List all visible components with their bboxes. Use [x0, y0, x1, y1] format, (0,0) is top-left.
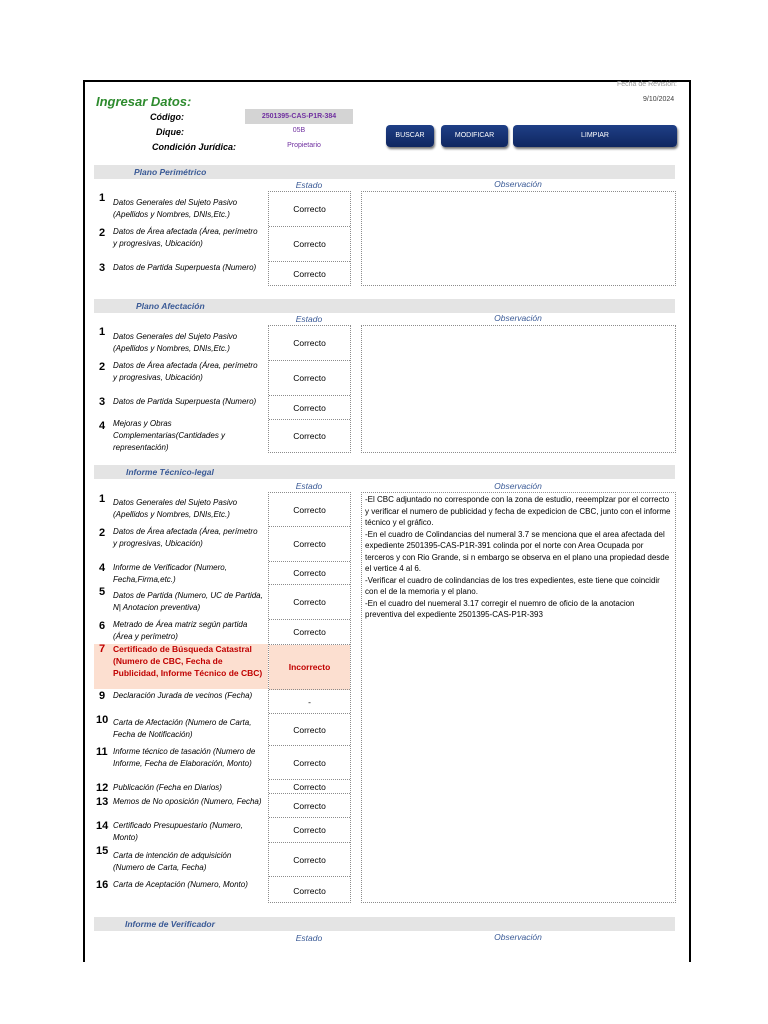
codigo-field[interactable]: 2501395-CAS-P1R-384	[245, 109, 353, 124]
row-label: Carta de Afectación (Numero de Carta, Fecha de Notificación)	[113, 718, 252, 739]
observacion-text	[362, 192, 675, 194]
section-title-informe-verificador: Informe de Verificador	[125, 919, 215, 929]
row-number: 11	[96, 746, 108, 758]
row-label: Publicación (Fecha en Diarios)	[113, 783, 222, 792]
row-label: Datos Generales del Sujeto Pasivo (Apellidos y Nombres, DNIs,Etc.)	[113, 198, 238, 219]
observacion-header: Observación	[494, 932, 542, 942]
estado-header: Estado	[295, 314, 323, 324]
estado-cell[interactable]: -	[269, 690, 350, 714]
dique-value[interactable]: 05B	[292, 127, 306, 134]
page-title: Ingresar Datos:	[96, 94, 192, 109]
estado-column	[268, 325, 351, 453]
estado-header: Estado	[295, 481, 323, 491]
estado-column	[268, 191, 351, 286]
row-label: Memos de No oposición (Numero, Fecha)	[113, 797, 262, 806]
row-number: 1	[99, 326, 106, 338]
observacion-box[interactable]	[361, 191, 676, 286]
row-label: Mejoras y Obras Complementarias(Cantidades y representación)	[113, 419, 226, 452]
estado-cell[interactable]: Correcto	[293, 885, 326, 896]
estado-header: Estado	[295, 933, 323, 943]
row-number: 12	[96, 782, 109, 794]
observacion-box[interactable]	[361, 325, 676, 453]
estado-cell[interactable]: Correcto	[293, 431, 326, 441]
condicion-label: Condición Jurídica:	[151, 142, 236, 152]
dique-label: Dique:	[156, 127, 184, 137]
row-label: Datos de Área afectada (Área, perímetro y progresivas, Ubicación)	[113, 361, 258, 382]
fecha-revision-value: 9/10/2024	[643, 96, 675, 103]
estado-cell[interactable]: Correcto	[269, 227, 350, 262]
row-label: Informe técnico de tasación (Numero de Informe, Fecha de Elaboración, Monto)	[113, 747, 256, 768]
row-number: 16	[96, 879, 109, 891]
row-number: 15	[96, 845, 109, 857]
row-number: 2	[99, 527, 106, 539]
observacion-text	[362, 326, 675, 328]
estado-cell[interactable]: Correcto	[269, 192, 350, 227]
estado-cell[interactable]: Correcto	[269, 396, 350, 420]
section-title-informe-tecnico-legal: Informe Técnico-legal	[126, 467, 214, 477]
estado-cell[interactable]: Correcto	[269, 562, 350, 585]
row-number: 10	[96, 714, 109, 726]
row-label: Datos Generales del Sujeto Pasivo (Apellidos y Nombres, DNIs,Etc.)	[113, 498, 238, 519]
row-number: 2	[99, 361, 106, 373]
row-number: 5	[99, 586, 106, 598]
row-number: 1	[99, 192, 106, 204]
estado-cell[interactable]: Correcto	[269, 794, 350, 818]
estado-cell[interactable]: Correcto	[269, 843, 350, 877]
fecha-revision-label: Fecha de Revisión:	[617, 81, 677, 88]
row-label: Datos de Partida (Numero, UC de Partida, N| Anotacion preventiva)	[113, 591, 263, 612]
estado-cell[interactable]: Correcto	[269, 746, 350, 780]
row-label: Datos de Partida Superpuesta (Numero)	[113, 263, 257, 272]
row-number: 2	[99, 227, 106, 239]
observacion-header: Observación	[494, 481, 542, 491]
estado-header: Estado	[295, 180, 323, 190]
estado-cell-incorrect[interactable]: Incorrecto	[269, 645, 350, 690]
estado-cell[interactable]: Correcto	[269, 780, 350, 794]
estado-cell[interactable]: Correcto	[269, 527, 350, 562]
row-number: 3	[99, 262, 106, 274]
estado-cell[interactable]: Correcto	[269, 326, 350, 361]
row-number: 14	[96, 820, 109, 832]
row-label: Declaración Jurada de vecinos (Fecha)	[113, 691, 253, 700]
estado-cell[interactable]: Correcto	[269, 493, 350, 527]
row-number: 13	[96, 796, 109, 808]
row-label: Metrado de Área matriz según partida (Área y perímetro)	[113, 620, 248, 641]
row-number: 4	[99, 420, 106, 432]
row-label: Informe de Verificador (Numero, Fecha,Firma,etc.)	[113, 563, 227, 584]
limpiar-button[interactable]: LIMPIAR	[513, 125, 677, 147]
row-number: 9	[99, 690, 106, 702]
observacion-header: Observación	[494, 179, 542, 189]
estado-cell[interactable]: Correcto	[269, 818, 350, 843]
modificar-button[interactable]: MODIFICAR	[441, 125, 508, 147]
row-number: 3	[99, 396, 106, 408]
observacion-box[interactable]	[361, 492, 676, 903]
row-label: Datos de Área afectada (Área, perímetro y progresivas, Ubicación)	[113, 227, 258, 248]
buscar-button[interactable]: BUSCAR	[386, 125, 434, 147]
row-label: Datos de Área afectada (Área, perímetro y progresivas, Ubicación)	[113, 527, 258, 548]
estado-column	[268, 492, 351, 903]
row-label: Datos de Partida Superpuesta (Numero)	[113, 397, 257, 406]
row-label: Certificado Presupuestario (Numero, Monto)	[113, 821, 243, 842]
section-title-plano-perimetrico: Plano Perimétrico	[134, 167, 207, 177]
row-number: 6	[99, 620, 106, 632]
condicion-value[interactable]: Propietario	[287, 142, 321, 149]
estado-cell[interactable]: Correcto	[269, 714, 350, 746]
row-number: 1	[99, 493, 106, 505]
estado-cell[interactable]: Correcto	[269, 585, 350, 620]
estado-cell[interactable]: Correcto	[293, 268, 326, 279]
row-label: Carta de Aceptación (Numero, Monto)	[113, 880, 248, 889]
observacion-header: Observación	[494, 313, 542, 323]
estado-cell[interactable]: Correcto	[269, 361, 350, 396]
row-number: 7	[99, 643, 106, 655]
observacion-text: -El CBC adjuntado no corresponde con la zona de estudio, reeemplzar por el correcto y verificar el numero de publicidad y fecha de expedicion de CBC, junto con el informe técnico y el gráfico. -En el cuadro de Colindancias del numeral 3.7 se menciona que el area afectada del expediente 2501395-CAS-P1R-391 colinda por el norte con Area Ocupada por terceros y con Rio Grande, si n embargo se observa en el plano una propiedad desde el vertice 4 al 6. -Verificar el cuadro de colindancias de los tres expedientes, este tiene que coincidir con el de la memoria y el plano. -En el cuadro del nuemeral 3.17 corregir el nuemro de oficio de la anotacion preventiva del expediente 2501395-CAS-P1R-393	[365, 495, 671, 619]
row-label-incorrect: Certificado de Búsqueda Catastral (Numero de CBC, Fecha de Publicidad, Informe Técnico de CBC)	[113, 644, 263, 678]
codigo-label: Código:	[150, 112, 184, 122]
row-label: Datos Generales del Sujeto Pasivo (Apellidos y Nombres, DNIs,Etc.)	[113, 332, 238, 353]
section-title-plano-afectacion: Plano Afectación	[136, 301, 205, 311]
row-label: Carta de intención de adquisición (Numero de Carta, Fecha)	[113, 851, 232, 872]
estado-cell[interactable]: Correcto	[269, 620, 350, 645]
row-number: 4	[99, 562, 106, 574]
